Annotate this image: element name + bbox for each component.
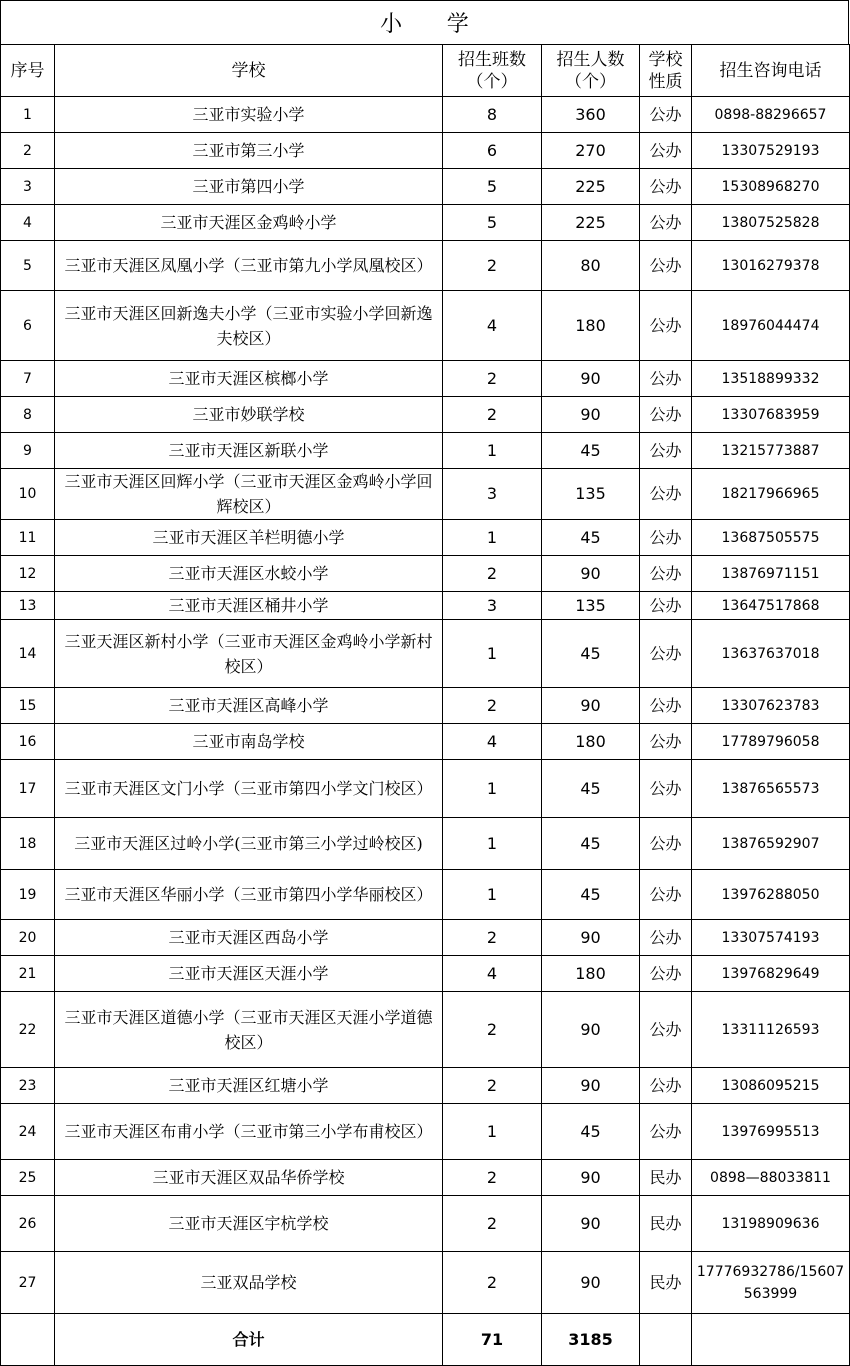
phone-cell: 13976995513 [692, 1104, 850, 1160]
table-row [1, 291, 850, 361]
seq-cell: 27 [1, 1252, 55, 1314]
type-cell: 公办 [640, 688, 692, 724]
type-cell: 公办 [640, 870, 692, 920]
seq-cell: 25 [1, 1160, 55, 1196]
school-cell: 三亚市天涯区布甫小学（三亚市第三小学布甫校区） [55, 1104, 443, 1160]
type-cell: 公办 [640, 361, 692, 397]
phone-cell: 0898-88296657 [692, 97, 850, 133]
seq-cell: 11 [1, 520, 55, 556]
total-label: 合计 [55, 1314, 443, 1366]
type-cell: 公办 [640, 818, 692, 870]
students-cell: 45 [542, 620, 640, 688]
school-cell: 三亚市第三小学 [55, 133, 443, 169]
phone-cell: 13687505575 [692, 520, 850, 556]
classes-cell: 1 [443, 760, 542, 818]
phone-cell: 13637637018 [692, 620, 850, 688]
seq-cell: 24 [1, 1104, 55, 1160]
classes-cell: 1 [443, 433, 542, 469]
classes-cell: 2 [443, 1196, 542, 1252]
classes-cell: 2 [443, 920, 542, 956]
table-row [1, 433, 850, 469]
type-cell: 公办 [640, 97, 692, 133]
table-row [1, 241, 850, 291]
seq-cell: 3 [1, 169, 55, 205]
table-row [1, 205, 850, 241]
classes-cell: 2 [443, 992, 542, 1068]
type-cell: 公办 [640, 1104, 692, 1160]
seq-cell: 19 [1, 870, 55, 920]
page-title: 小 学 [0, 0, 849, 45]
classes-cell: 2 [443, 241, 542, 291]
table-row [1, 1160, 850, 1196]
classes-cell: 4 [443, 724, 542, 760]
total-seq-cell [1, 1314, 55, 1366]
students-cell: 360 [542, 97, 640, 133]
phone-cell: 13876971151 [692, 556, 850, 592]
seq-cell: 13 [1, 592, 55, 620]
seq-cell: 1 [1, 97, 55, 133]
phone-cell: 13311126593 [692, 992, 850, 1068]
students-cell: 90 [542, 992, 640, 1068]
seq-cell: 16 [1, 724, 55, 760]
type-cell: 公办 [640, 992, 692, 1068]
phone-cell: 13807525828 [692, 205, 850, 241]
students-cell: 45 [542, 1104, 640, 1160]
school-cell: 三亚市天涯区水蛟小学 [55, 556, 443, 592]
phone-cell: 13647517868 [692, 592, 850, 620]
table-row [1, 1068, 850, 1104]
seq-cell: 17 [1, 760, 55, 818]
seq-cell: 12 [1, 556, 55, 592]
type-cell: 公办 [640, 133, 692, 169]
classes-cell: 1 [443, 870, 542, 920]
type-cell: 民办 [640, 1196, 692, 1252]
phone-cell: 13086095215 [692, 1068, 850, 1104]
table-row [1, 870, 850, 920]
seq-cell: 7 [1, 361, 55, 397]
school-cell: 三亚市天涯区华丽小学（三亚市第四小学华丽校区） [55, 870, 443, 920]
school-cell: 三亚天涯区新村小学（三亚市天涯区金鸡岭小学新村校区） [55, 620, 443, 688]
total-type-cell [640, 1314, 692, 1366]
phone-cell: 13976288050 [692, 870, 850, 920]
school-cell: 三亚市天涯区高峰小学 [55, 688, 443, 724]
phone-cell: 13307683959 [692, 397, 850, 433]
classes-cell: 1 [443, 620, 542, 688]
classes-cell: 2 [443, 556, 542, 592]
students-cell: 225 [542, 205, 640, 241]
school-cell: 三亚市天涯区槟榔小学 [55, 361, 443, 397]
classes-cell: 2 [443, 397, 542, 433]
phone-cell: 13307623783 [692, 688, 850, 724]
type-cell: 公办 [640, 520, 692, 556]
phone-cell: 13198909636 [692, 1196, 850, 1252]
phone-cell: 18217966965 [692, 469, 850, 520]
header-seq: 序号 [1, 45, 55, 97]
seq-cell: 6 [1, 291, 55, 361]
classes-cell: 2 [443, 361, 542, 397]
type-cell: 公办 [640, 956, 692, 992]
type-cell: 公办 [640, 169, 692, 205]
header-school: 学校 [55, 45, 443, 97]
type-cell: 公办 [640, 397, 692, 433]
table-row [1, 956, 850, 992]
phone-cell: 13876592907 [692, 818, 850, 870]
students-cell: 90 [542, 1160, 640, 1196]
school-cell: 三亚市第四小学 [55, 169, 443, 205]
students-cell: 135 [542, 592, 640, 620]
type-cell: 公办 [640, 241, 692, 291]
students-cell: 45 [542, 870, 640, 920]
table-row [1, 361, 850, 397]
classes-cell: 8 [443, 97, 542, 133]
type-cell: 公办 [640, 920, 692, 956]
classes-cell: 5 [443, 169, 542, 205]
seq-cell: 18 [1, 818, 55, 870]
type-cell: 公办 [640, 556, 692, 592]
seq-cell: 26 [1, 1196, 55, 1252]
total-students: 3185 [542, 1314, 640, 1366]
table-row [1, 1104, 850, 1160]
table-row [1, 133, 850, 169]
school-cell: 三亚双品学校 [55, 1252, 443, 1314]
table-row [1, 992, 850, 1068]
seq-cell: 2 [1, 133, 55, 169]
total-classes: 71 [443, 1314, 542, 1366]
phone-cell: 13518899332 [692, 361, 850, 397]
table-row [1, 688, 850, 724]
seq-cell: 8 [1, 397, 55, 433]
seq-cell: 10 [1, 469, 55, 520]
seq-cell: 9 [1, 433, 55, 469]
students-cell: 135 [542, 469, 640, 520]
admissions-table [0, 44, 850, 1366]
table-row [1, 520, 850, 556]
classes-cell: 3 [443, 469, 542, 520]
students-cell: 90 [542, 1252, 640, 1314]
students-cell: 90 [542, 361, 640, 397]
classes-cell: 2 [443, 1252, 542, 1314]
phone-cell: 13876565573 [692, 760, 850, 818]
phone-cell: 18976044474 [692, 291, 850, 361]
school-cell: 三亚市南岛学校 [55, 724, 443, 760]
table-row [1, 818, 850, 870]
school-cell: 三亚市天涯区羊栏明德小学 [55, 520, 443, 556]
students-cell: 180 [542, 291, 640, 361]
table-row [1, 620, 850, 688]
phone-cell: 17789796058 [692, 724, 850, 760]
school-cell: 三亚市天涯区西岛小学 [55, 920, 443, 956]
students-cell: 90 [542, 920, 640, 956]
students-cell: 45 [542, 433, 640, 469]
table-row [1, 169, 850, 205]
seq-cell: 22 [1, 992, 55, 1068]
classes-cell: 1 [443, 520, 542, 556]
phone-cell: 13976829649 [692, 956, 850, 992]
table-row [1, 469, 850, 520]
school-cell: 三亚市天涯区金鸡岭小学 [55, 205, 443, 241]
header-students: 招生人数（个） [542, 45, 640, 97]
phone-cell: 13307574193 [692, 920, 850, 956]
classes-cell: 2 [443, 1160, 542, 1196]
phone-cell: 15308968270 [692, 169, 850, 205]
table-row [1, 1252, 850, 1314]
seq-cell: 21 [1, 956, 55, 992]
students-cell: 45 [542, 760, 640, 818]
header-type: 学校性质 [640, 45, 692, 97]
seq-cell: 14 [1, 620, 55, 688]
type-cell: 公办 [640, 724, 692, 760]
classes-cell: 5 [443, 205, 542, 241]
table-row [1, 920, 850, 956]
phone-cell: 17776932786/15607563999 [692, 1252, 850, 1314]
total-phone-cell [692, 1314, 850, 1366]
school-cell: 三亚市天涯区回新逸夫小学（三亚市实验小学回新逸夫校区） [55, 291, 443, 361]
students-cell: 90 [542, 688, 640, 724]
students-cell: 180 [542, 956, 640, 992]
students-cell: 90 [542, 1196, 640, 1252]
school-cell: 三亚市天涯区新联小学 [55, 433, 443, 469]
table-row [1, 592, 850, 620]
header-classes: 招生班数（个） [443, 45, 542, 97]
table-row [1, 760, 850, 818]
school-cell: 三亚市天涯区宇杭学校 [55, 1196, 443, 1252]
students-cell: 80 [542, 241, 640, 291]
school-cell: 三亚市天涯区天涯小学 [55, 956, 443, 992]
seq-cell: 15 [1, 688, 55, 724]
school-cell: 三亚市天涯区桶井小学 [55, 592, 443, 620]
table-row [1, 1196, 850, 1252]
type-cell: 公办 [640, 469, 692, 520]
classes-cell: 4 [443, 956, 542, 992]
students-cell: 45 [542, 818, 640, 870]
seq-cell: 4 [1, 205, 55, 241]
seq-cell: 20 [1, 920, 55, 956]
phone-cell: 13307529193 [692, 133, 850, 169]
table-row [1, 724, 850, 760]
table-row [1, 97, 850, 133]
seq-cell: 23 [1, 1068, 55, 1104]
classes-cell: 2 [443, 688, 542, 724]
type-cell: 公办 [640, 760, 692, 818]
school-cell: 三亚市天涯区双品华侨学校 [55, 1160, 443, 1196]
type-cell: 公办 [640, 291, 692, 361]
students-cell: 270 [542, 133, 640, 169]
total-row [1, 1314, 850, 1366]
classes-cell: 1 [443, 1104, 542, 1160]
students-cell: 225 [542, 169, 640, 205]
classes-cell: 3 [443, 592, 542, 620]
seq-cell: 5 [1, 241, 55, 291]
classes-cell: 2 [443, 1068, 542, 1104]
type-cell: 公办 [640, 205, 692, 241]
classes-cell: 6 [443, 133, 542, 169]
students-cell: 90 [542, 397, 640, 433]
school-cell: 三亚市天涯区红塘小学 [55, 1068, 443, 1104]
school-cell: 三亚市天涯区过岭小学(三亚市第三小学过岭校区) [55, 818, 443, 870]
type-cell: 民办 [640, 1160, 692, 1196]
table-row [1, 556, 850, 592]
type-cell: 公办 [640, 592, 692, 620]
phone-cell: 13215773887 [692, 433, 850, 469]
students-cell: 90 [542, 1068, 640, 1104]
classes-cell: 1 [443, 818, 542, 870]
table-row [1, 397, 850, 433]
students-cell: 180 [542, 724, 640, 760]
type-cell: 民办 [640, 1252, 692, 1314]
school-cell: 三亚市天涯区道德小学（三亚市天涯区天涯小学道德校区） [55, 992, 443, 1068]
school-cell: 三亚市天涯区凤凰小学（三亚市第九小学凤凰校区） [55, 241, 443, 291]
school-cell: 三亚市实验小学 [55, 97, 443, 133]
school-cell: 三亚市天涯区文门小学（三亚市第四小学文门校区） [55, 760, 443, 818]
type-cell: 公办 [640, 433, 692, 469]
classes-cell: 4 [443, 291, 542, 361]
header-phone: 招生咨询电话 [692, 45, 850, 97]
students-cell: 90 [542, 556, 640, 592]
school-cell: 三亚市妙联学校 [55, 397, 443, 433]
type-cell: 公办 [640, 1068, 692, 1104]
table-header-row [1, 45, 850, 97]
type-cell: 公办 [640, 620, 692, 688]
phone-cell: 0898—88033811 [692, 1160, 850, 1196]
phone-cell: 13016279378 [692, 241, 850, 291]
school-cell: 三亚市天涯区回辉小学（三亚市天涯区金鸡岭小学回辉校区） [55, 469, 443, 520]
students-cell: 45 [542, 520, 640, 556]
